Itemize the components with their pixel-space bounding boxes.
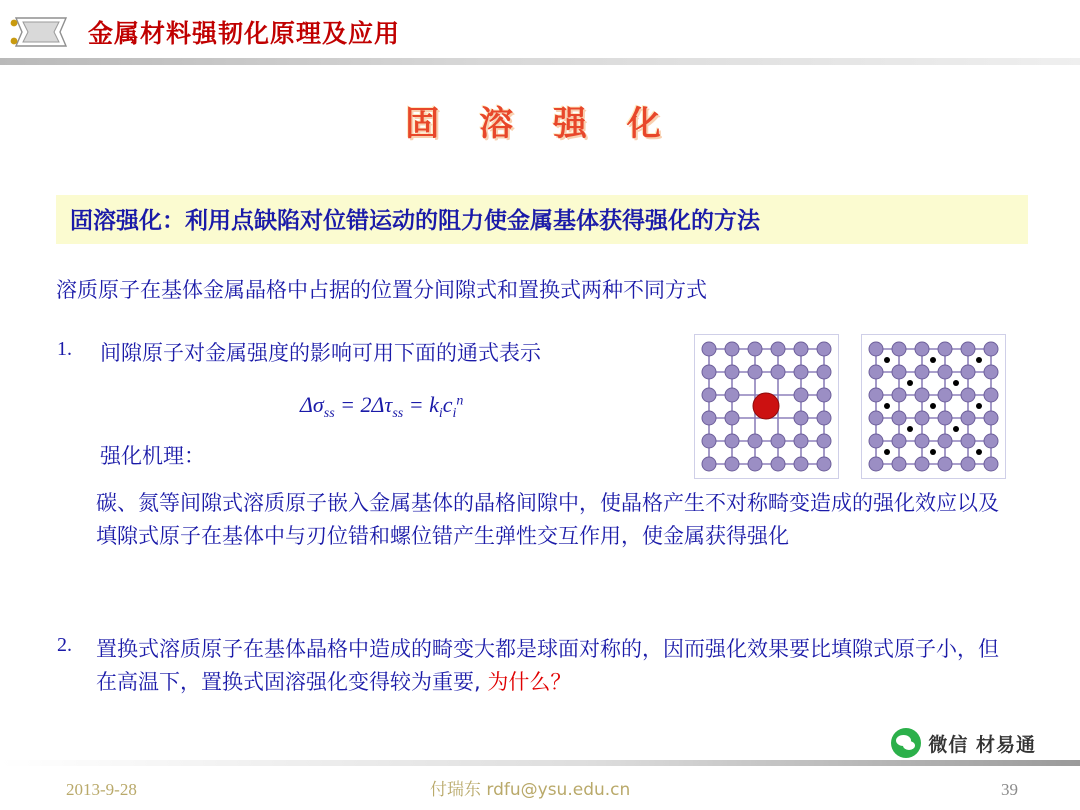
- header-divider: [0, 58, 1080, 65]
- formula-lhs: Δσ: [300, 392, 324, 417]
- lattice-diagram-group: [694, 334, 1008, 479]
- list-item-1-text: 间隙原子对金属强度的影响可用下面的通式表示: [100, 341, 541, 365]
- formula-eq1-sub: ss: [392, 405, 404, 421]
- wechat-icon: [891, 728, 921, 758]
- footer-page-number: 39: [1001, 780, 1018, 799]
- footer-author: 付瑞东 rdfu@ysu.edu.cn: [430, 780, 631, 800]
- slide-header: [0, 0, 1080, 62]
- formula-c-sub: i: [452, 405, 457, 421]
- formula-c-sup: n: [456, 393, 464, 409]
- ribbon-logo-icon: [10, 14, 72, 50]
- solid-solution-strengthening-formula: [300, 392, 463, 422]
- list-item-2-text: [96, 633, 1006, 698]
- footer-date: 2013-9-28: [66, 780, 137, 799]
- formula-eq2: = k: [403, 392, 439, 417]
- list-item-2-body: 置换式溶质原子在基体晶格中造成的畸变大都是球面对称的，因而强化效果要比填隙式原子小，但在高温下，置换式固溶强化变得较为重要: [96, 637, 999, 694]
- interstitial-solute-lattice-diagram: [694, 334, 839, 479]
- slide-title: 固 溶 强 化: [405, 104, 675, 144]
- lead-paragraph: 溶质原子在基体金属晶格中占据的位置分间隙式和置换式两种不同方式: [56, 278, 707, 302]
- footer-divider: [0, 760, 1080, 766]
- substitutional-solute-lattice-diagram: [861, 334, 1006, 479]
- definition-highlight-bar: 固溶强化：利用点缺陷对位错运动的阻力使金属基体获得强化的方法: [56, 195, 1028, 244]
- list-item-2-suffix: ,: [474, 669, 488, 694]
- list-item-2-number: 2.: [57, 634, 72, 656]
- list-item-1-number: 1.: [57, 338, 72, 360]
- course-title: 金属材料强韧化原理及应用: [88, 19, 401, 48]
- question-highlight: 为什么？: [487, 669, 572, 694]
- formula-eq1: = 2Δτ: [334, 392, 393, 417]
- mechanism-paragraph: 碳、氮等间隙式溶质原子嵌入金属基体的晶格间隙中，使晶格产生不对称畸变造成的强化效应以及填隙式原子在基体中与刃位错和螺位错产生弹性交互作用，使金属获得强化: [96, 491, 999, 548]
- wechat-badge: [891, 728, 1036, 758]
- wechat-badge-label: 微信 材易通: [928, 733, 1036, 756]
- mechanism-label: 强化机理：: [100, 444, 205, 468]
- formula-lhs-sub: ss: [323, 405, 335, 421]
- formula-c: c: [442, 392, 453, 417]
- formula-k-sub: i: [438, 405, 443, 421]
